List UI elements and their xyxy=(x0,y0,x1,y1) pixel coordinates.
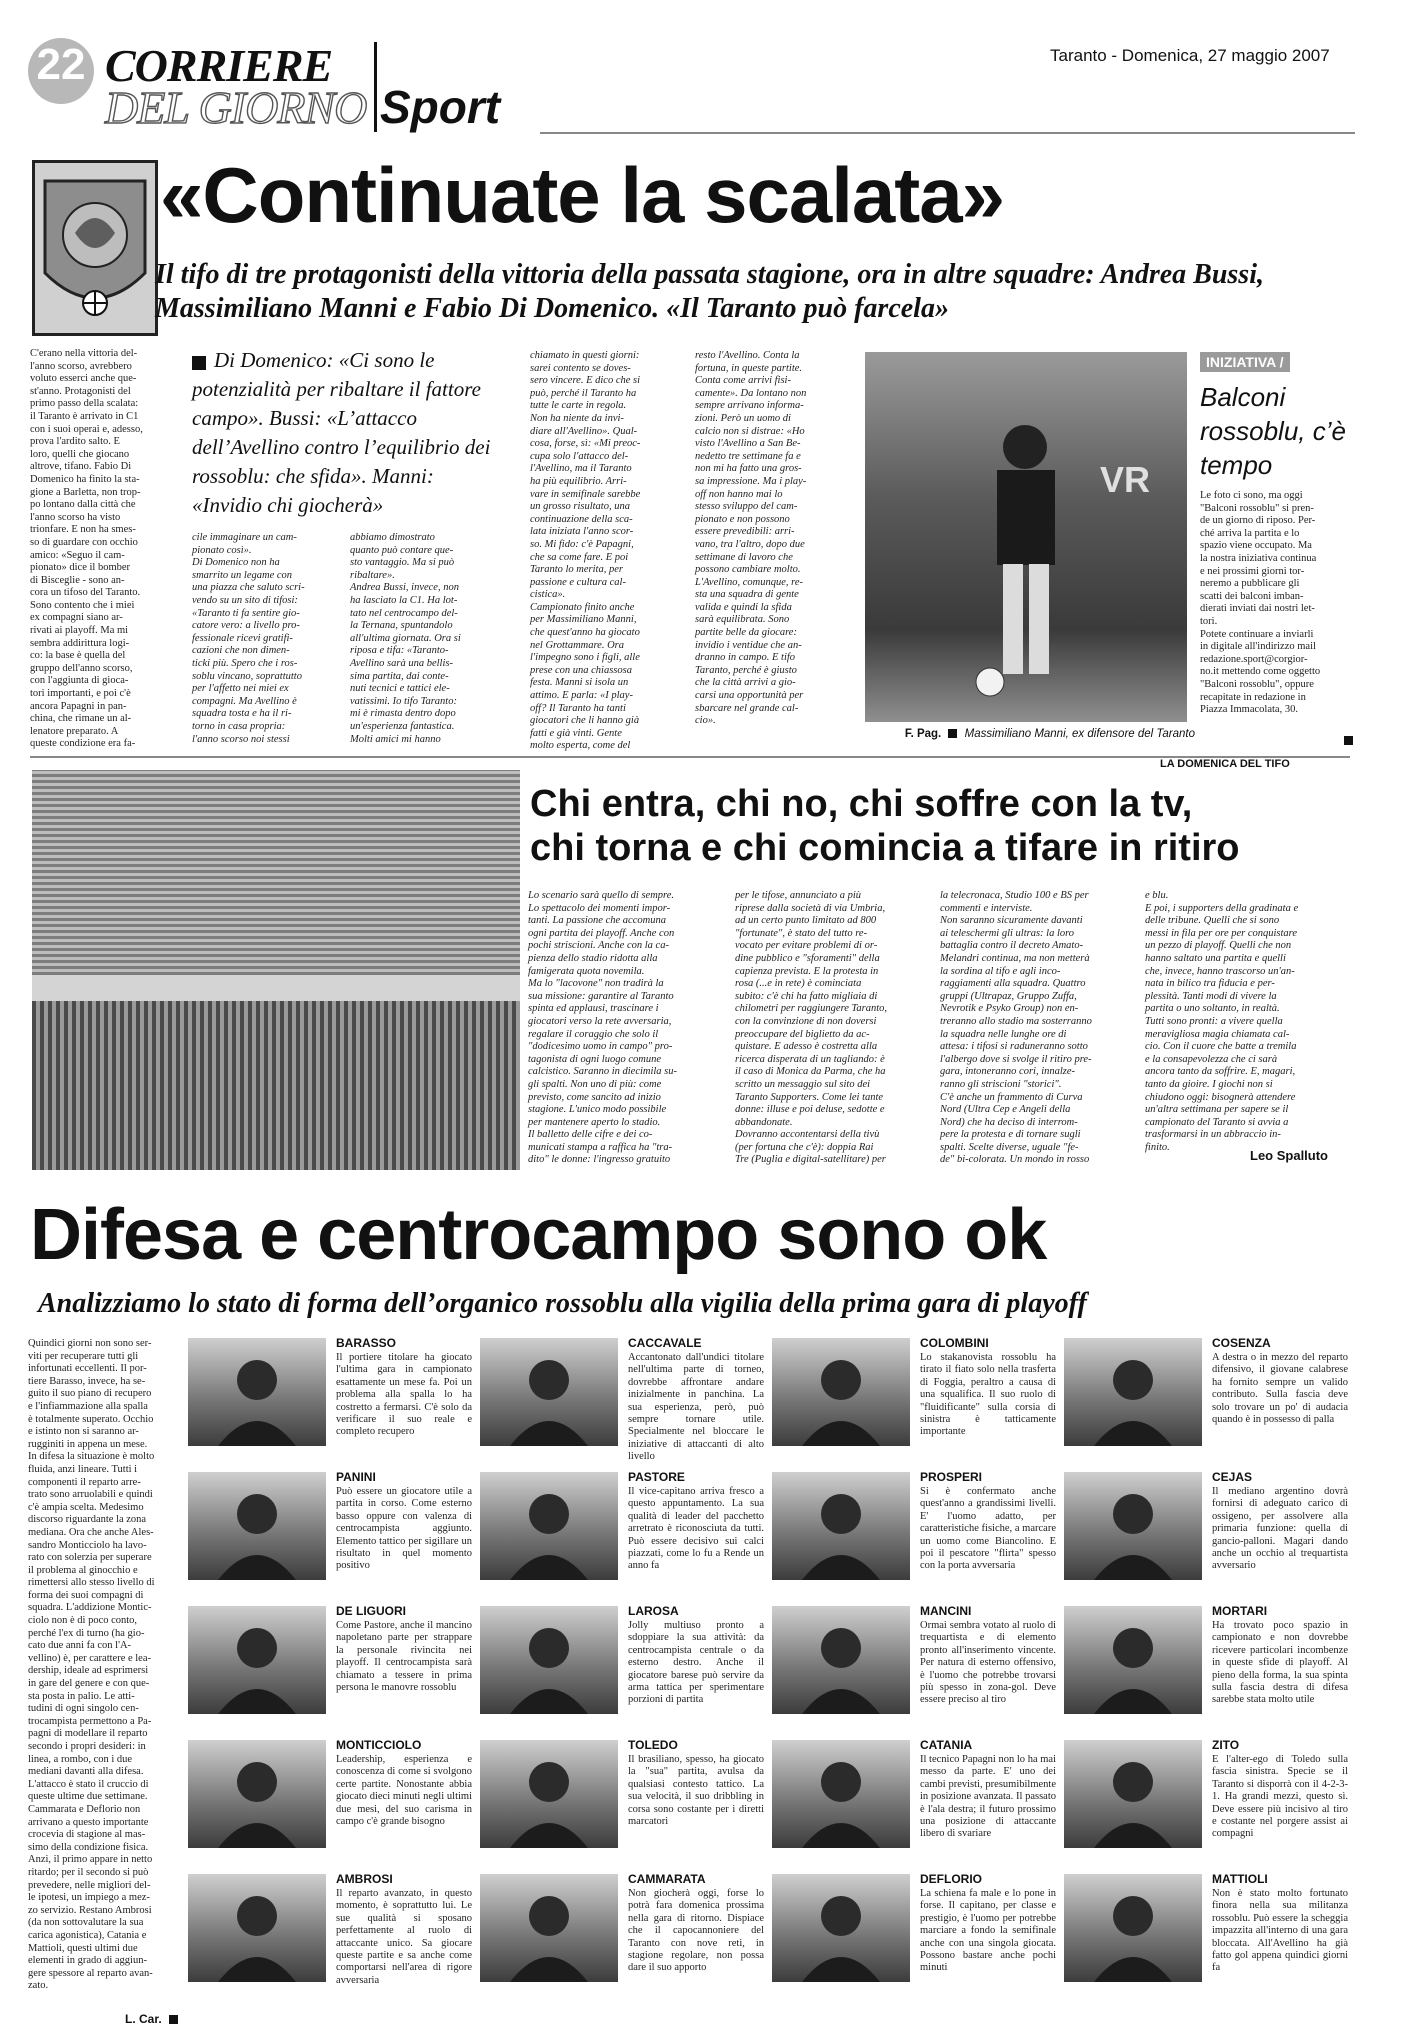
bullet-square-icon xyxy=(169,2015,178,2024)
article2-col4: e blu. E poi, i supporters della gradinata e delle tribune. Quelli che si sono messi in fila per ore per conquistare un pezzo di playoff. Quelli che non hanno saltato una partita e quelli che, invece, hanno trascorso un'an- nata in bilico tra fiducia e per- plessità. Tanti modi di vivere la partita o uno soltanto, in realtà. Tutti sono pronti: a vivere quella meravigliosa magia chiamata cal- cio. Con il cuore che batte a tremila e la consapevolezza che ci sarà ancora tanto da soffrire. E, magari, tanto da gioire. I giochi non si chiudono oggi: bisognerà attendere un'altra settimana per sapere se il campionato del Taranto si avvia a trasformarsi in un abbraccio in- finito. xyxy=(1145,890,1299,1153)
player-card xyxy=(772,1600,1056,1728)
player-photo xyxy=(772,1338,910,1446)
player-text: Il vice-capitano arriva fresco a questo appuntamento. La sua qualità di leader del pacchetto arretrato è riconosciuta da tutti. Può essere decisivo sui calci piazzati, come lo fu a Rende un anno fa xyxy=(628,1486,764,1572)
article2-headline-line1: Chi entra, chi no, chi soffre con la tv, xyxy=(530,783,1193,825)
sidebar-title: Balconi rossoblu, c’è tempo xyxy=(1200,382,1346,480)
pull-quote xyxy=(192,346,502,520)
player-photo xyxy=(188,1606,326,1714)
player-text: Il brasiliano, spesso, ha giocato la "sua" partita, avulsa da qualsiasi contesto tattico. La sua velocità, il suo dribbling in corsa sono costante per i diretti marcatori xyxy=(628,1754,764,1828)
article1-col1: C'erano nella vittoria del- l'anno scorso, avrebbero voluto esserci anche que- st'anno. Protagonisti del primo passo della scalata: il Taranto è arrivato in C1 con i suoi operai e, adesso, prova l'ardito salto. E loro, quelli che giocano altrove, tifano. Fabio Di Domenico ha finito la sta- gione a Barletta, non trop- po lontano dalla città che l'anno scorso ha visto trionfare. E non ha smes- so di guardare con occhio amico: «Seguo il cam- pionato» dice il bomber di Bisceglie - sono an- cora un tifoso del Taranto. Sono contento che i miei ex compagni siano ar- rivati ai playoff. Ma mi sembra addirittura logi- co: la base è quella del gruppo dell'anno scorso, con l'aggiunta di gioca- tori importanti, e poi c'è ancora Papagni in pan- china, che rimane un al- lenatore preparato. A queste condizione era fa- xyxy=(30,348,143,750)
player-name: LAROSA xyxy=(628,1604,679,1618)
player-text: A destra o in mezzo del reparto difensivo, il giovane calabrese ha fornito sempre un valido contributo. Sulla fascia deve solo trovare un po' di audacia quando è in possesso di palla xyxy=(1212,1352,1348,1426)
player-text: Come Pastore, anche il mancino napoletano parte per strappare la personale rivincita nei playoff. Il centrocampista sarà chiamato a tessere in prima persona le manovre rossoblu xyxy=(336,1620,472,1694)
page-number: 22 xyxy=(36,40,86,89)
player-photo xyxy=(188,1740,326,1848)
player-photo xyxy=(1064,1874,1202,1982)
player-text: Non giocherà oggi, forse lo potrà fara domenica prossima nella gara di ritorno. Dispiace che il capocannoniere del Taranto con nove reti, in stagione regolare, non possa dare il suo apporto xyxy=(628,1888,764,1974)
player-card xyxy=(772,1332,1056,1460)
article2-col3: la telecronaca, Studio 100 e BS per commenti e interviste. Non saranno sicuramente davanti ai teleschermi gli ultras: la loro battaglia contro il decreto Amato- Melandri continua, ma non metterà la sordina al tifo e agli inco- raggiamenti alla squadra. Quattro gruppi (Ultrapaz, Gruppo Zuffa, Nevrotik e Psyko Group) non en- treranno allo stadio ma sosterranno la squadra nelle lunghe ore di attesa: i tifosi si raduneranno sotto l'albergo dove si svolge il ritiro pre- gara, intoneranno cori, innalze- ranno gli striscioni "storici". C'è anche un frammento di Curva Nord (Ultra Cep e Angeli della Nord) che ha deciso di interrom- pere la protesta e di tornare sugli spalti. Scelte diverse, uguale "fe- de" bi-colorata. Un mondo in rosso xyxy=(940,890,1092,1166)
player-card xyxy=(188,1600,472,1728)
player-card xyxy=(480,1466,764,1594)
player-text: Il mediano argentino dovrà fornirsi di adeguato carico di ossigeno, per assolvere alla primaria funzione: quella di gancio-palloni. Magari dando anche un occhio al trequartista avversario xyxy=(1212,1486,1348,1572)
article2-top-rule xyxy=(30,756,1350,758)
masthead-rule xyxy=(540,132,1355,134)
player-text: Si è confermato anche quest'anno a grandissimi livelli. E' l'uomo adatto, per caratteristiche fisiche, a marcare un uomo come Biancolino. E poi il pescatore "flirta" spesso con la porta avversaria xyxy=(920,1486,1056,1572)
player-name: MONTICCIOLO xyxy=(336,1738,422,1752)
player-text: Lo stakanovista rossoblu ha tirato il fiato solo nella trasferta di Foggia, peraltro a causa di una squalifica. Il suo ruolo di "fluidificante" sulla corsia di sinistra è tatticamente importante xyxy=(920,1352,1056,1438)
sidebar-box xyxy=(1200,352,1350,732)
article2-author: Leo Spalluto xyxy=(1250,1148,1328,1163)
stadium-crowd-photo xyxy=(32,770,520,1170)
player-silhouette-icon xyxy=(865,352,1187,722)
player-name: CEJAS xyxy=(1212,1470,1253,1484)
player-name: PANINI xyxy=(336,1470,376,1484)
player-grid xyxy=(188,1332,1353,2032)
article1-col3: abbiamo dimostrato quanto può contare que- sto vantaggio. Ma si può ribaltare». Andrea Bussi, invece, non ha lasciato la C1. Ha lot- tato nel centrocampo del- la Ternana, spuntandolo all'ultima giornata. Ora si riposa e tifa: «Taranto- Avellino sarà una bellis- sima partita, dai conte- nuti tecnici e tattici ele- vatissimi. Io tifo Taranto: mi è rimasta dentro dopo un'esperienza fantastica. Molti amici mi hanno xyxy=(350,532,461,745)
svg-text:VR: VR xyxy=(1100,459,1151,500)
player-photo xyxy=(480,1740,618,1848)
article3-headline: Difesa e centrocampo sono ok xyxy=(30,1195,1047,1275)
article2-col2: per le tifose, annunciato a più riprese dalla società di via Umbria, ad un certo punto limitato ad 800 "fortunate", è stato del tutto re- vocato per evitare problemi di or- dine pubblico e "sforamenti" della capienza prevista. E la protesta in rosa (...e in rete) è cominciata subito: c'è chi ha fatto migliaia di chilometri per raggiungere Taranto, con la convinzione di non doversi preoccupare del biglietto da ac- quistare. E adesso è costretta alla ricerca disperata di un tagliando: è il caso di Monica da Parma, che ha scritto un messaggio sul sito dei Taranto Supporters. Come lei tante donne: illuse e poi deluse, sedotte e abbandonate. Dovranno accontentarsi della tivù (per fortuna che c'è): doppia Rai Tre (Puglia e digital-satellitare) per xyxy=(735,890,888,1166)
player-name: MORTARI xyxy=(1212,1604,1268,1618)
player-name: DE LIGUORI xyxy=(336,1604,407,1618)
logo-line2: DEL GIORNO xyxy=(105,82,367,133)
player-text: Non è stato molto fortunato finora nella sua militanza rossoblu. Può essere la scheggia impazzita all'interno di una gara bloccata. All'Avellino ha già fatto gol appena quindici giorni fa xyxy=(1212,1888,1348,1974)
masthead xyxy=(0,0,1405,140)
bullet-square-icon xyxy=(948,729,957,738)
player-photo xyxy=(1064,1606,1202,1714)
player-card xyxy=(480,1868,764,1996)
manni-photo xyxy=(865,352,1187,722)
player-photo xyxy=(772,1874,910,1982)
article1-col2: cile immaginare un cam- pionato così». Di Domenico non ha smarrito un legame con una piazza che saluto scri- vendo su un sito di tifosi: «Taranto ti fa sentire gio- catore vero: a livello pro- fessionale ricevi gratifi- cazioni che non dimen- ticki più. Spero che i ros- soblu vincano, soprattutto per l'affetto nei miei ex compagni. Ma Avellino è squadra tosta e ha il ri- torno in casa propria: l'anno scorso noi stessi xyxy=(192,532,305,745)
player-card xyxy=(1064,1734,1348,1862)
article1-col5: resto l'Avellino. Conta la fortuna, in queste partite. Conta come arrivi fisi- camente». Da lontano non sempre arrivano informa- zioni. Però un uomo di calcio non si distrae: «Ho visto l'Avellino a San Be- nedetto tre settimane fa e non mi ha fatto una gros- sa impressione. Ma i play- off non hanno mai lo stesso sviluppo del cam- pionato e non possono essere prevedibili: arri- vano, tra l'altro, dopo due settimane di lavoro che possono cambiare molto. L'Avellino, comunque, re- sta una squadra di gente valida e quindi la sfida sarà equilibrata. Sono partite belle da giocare: invidio i ventidue che an- dranno in campo. E tifo Taranto, perché è giusto che la città arrivi a gio- carsi una opportunità per sbarcare nel grande cal- cio». xyxy=(695,350,807,727)
player-text: Il reparto avanzato, in questo momento, è soprattutto lui. Le sue qualità si sposano perfettamente al ruolo di attaccante unico. Sa giocare queste partite e sa anche come comportarsi nell'area di rigore avversaria xyxy=(336,1888,472,1986)
player-photo xyxy=(480,1874,618,1982)
sidebar-tag: INIZIATIVA / xyxy=(1200,352,1290,372)
sidebar-body: Le foto ci sono, ma oggi "Balconi rossoblu" si pren- de un giorno di riposo. Per- ché arriva la partita e lo spazio viene occupato. Ma la nostra iniziativa continua e nei prossimi giorni tor- neremo a pubblicare gli scatti dei balconi imban- dierati inviati dai nostri let- tori. Potete continuare a inviarli in digitale all'indirizzo mail redazione.sport@corgior- no.it mettendo come oggetto "Balconi rossoblu", oppure recapitate in redazione in Piazza Immacolata, 30. xyxy=(1200,490,1321,716)
player-name: COSENZA xyxy=(1212,1336,1271,1350)
article2-kicker: LA DOMENICA DEL TIFO xyxy=(1160,758,1290,770)
player-card xyxy=(1064,1868,1348,1996)
player-card xyxy=(188,1868,472,1996)
player-photo xyxy=(1064,1472,1202,1580)
player-name: BARASSO xyxy=(336,1336,397,1350)
player-text: Ha trovato poco spazio in campionato e non dovrebbe ricevere particolari incombenze in queste sfide di playoff. Al pieno della forma, la sua spinta sulla fascia destra di difesa sarebbe stata molto utile xyxy=(1212,1620,1348,1706)
player-name: MANCINI xyxy=(920,1604,972,1618)
player-card xyxy=(188,1332,472,1460)
player-text: Può essere un giocatore utile a partita in corso. Come esterno basso oppure con valenza di centrocampista aggiunto. Elemento tattico per sigillare un risultato in quel momento positivo xyxy=(336,1486,472,1572)
player-name: MATTIOLI xyxy=(1212,1872,1268,1886)
player-text: Jolly multiuso pronto a sdoppiare la sua attività: da centrocampista centrale o da esterno destro. Anche il giocatore barese può servire da arma tattica per sperimentare porzioni di partita xyxy=(628,1620,764,1706)
photo-caption xyxy=(785,728,1195,740)
article1-headline: «Continuate la scalata» xyxy=(160,151,1004,239)
intro-author xyxy=(125,2012,178,2026)
photo-credit: F. Pag. xyxy=(904,728,942,740)
player-text: Ormai sembra votato al ruolo di trequartista e di elemento pronto all'inserimento vincente. Per natura di esterno offensivo, è l'uomo che potrebbe trovarsi più spesso in zona-gol. Deve essere preciso al tiro xyxy=(920,1620,1056,1706)
club-crest xyxy=(32,160,158,336)
player-text: Il tecnico Papagni non lo ha mai messo da parte. E' uno dei cambi previsti, presumibilmente in posizione avanzata. Il passato è l'ala destra; il futuro prossimo una posizione di attaccante libero di svariare xyxy=(920,1754,1056,1840)
player-photo xyxy=(772,1472,910,1580)
player-card xyxy=(772,1734,1056,1862)
player-card xyxy=(772,1466,1056,1594)
player-name: COLOMBINI xyxy=(920,1336,989,1350)
player-text: Leadership, esperienza e conoscenza di come si svolgono certe partite. Nonostante abbia giocato dieci minuti negli ultimi due mesi, del suo carisma in campo c'è grande bisogno xyxy=(336,1754,472,1828)
crest-icon xyxy=(35,163,155,333)
article3-intro: Quindici giorni non sono ser- viti per recuperare tutti gli infortunati eccellenti. Il por- tiere Barasso, invece, ha se- guito il suo piano di recupero e l'infiammazione alla spalla è totalmente superato. Occhio e istinto non si saranno ar- rugginiti in appena un mese. In difesa la situazione è molto fluida, anzi lineare. Tutti i componenti il reparto arre- trato sono arruolabili e quindi c'è ampia scelta. Medesimo discorso riguardante la zona mediana. Ora che anche Ales- sandro Monticciolo ha lavo- rato con solerzia per superare il problema al ginocchio e rimettersi allo stesso livello di forma dei suoi compagni di squadra. L'addizione Montic- ciolo non è di poco conto, perché l'ex di turno (ha gio- cato due anni fa con l'A- vellino) è, per carattere e lea- dership, ideale ad esprimersi in gare del genere e con que- sta posta in palio. Le atti- tudini di ogni singolo cen- trocampista permettono a Pa- pagni di modellare il reparto secondo i propri desideri: in linea, a rombo, con i due mediani davanti alla difesa. L'attacco è stato il cruccio di queste ultime due settimane. Cammarata e Deflorio non arrivano a questo importante crocevia di stagione al mas- simo della condizione fisica. Anzi, il primo appare in netto ritardo; per il secondo si può prevedere, nelle migliori del- le ipotesi, un impiego a mez- zo servizio. Restano Ambrosi (da non sottovalutare la sua carica agonistica), Catania e Mattioli, questi ultimi due elementi in grado di aggiun- gere spessore al reparto avan- zato. xyxy=(28,1338,155,1992)
player-photo xyxy=(480,1606,618,1714)
player-name: PASTORE xyxy=(628,1470,685,1484)
player-name: CACCAVALE xyxy=(628,1336,702,1350)
dateline: Taranto - Domenica, 27 maggio 2007 xyxy=(1050,46,1330,65)
player-photo xyxy=(188,1338,326,1446)
player-name: PROSPERI xyxy=(920,1470,983,1484)
player-name: TOLEDO xyxy=(628,1738,678,1752)
player-photo xyxy=(1064,1338,1202,1446)
player-text: Accantonato dall'undici titolare nell'ultima parte di torneo, dovrebbe affrontare andare inizialmente in panchina. La sua esperienza, però, può sempre tornare utile. Specialmente nel bloccare le iniziative di attaccanti di alto livello xyxy=(628,1352,764,1463)
player-card xyxy=(1064,1466,1348,1594)
crowd-lower xyxy=(32,1001,520,1170)
player-photo xyxy=(772,1606,910,1714)
player-text: La schiena fa male e lo pone in forse. Il capitano, per classe e prestigio, è l'uomo per potrebbe marciare a fondo la semifinale anche con una singola giocata. Possono bastare anche pochi minuti xyxy=(920,1888,1056,1974)
player-photo xyxy=(480,1472,618,1580)
section-label: Sport xyxy=(380,81,501,133)
bullet-square-icon xyxy=(192,356,206,370)
player-card xyxy=(1064,1600,1348,1728)
article2-headline-line2: chi torna e chi comincia a tifare in ritiro xyxy=(530,827,1240,869)
player-card xyxy=(772,1868,1056,1996)
article2-col1: Lo scenario sarà quello di sempre. Lo spettacolo dei momenti impor- tanti. La passione che accomuna ogni partita dei playoff. Anche con pochi striscioni. Anche con la ca- pienza dello stadio ridotta alla famigerata quota novemila. Ma lo "lacovone" non tradirà la sua missione: garantire al Taranto spinta ed applausi, trascinare i giocatori verso la rete avversaria, regalare il coraggio che solo il "dodicesimo uomo in campo" pro- tagonista di ogni luogo comune calcistico. Saranno in diecimila su- gli spalti. Non uno di più: come previsto, come sancito ad inizio stagione. L'unico modo possibile per mantenere aperto lo stadio. Il balletto delle cifre e dei co- municati stampa a raffica ha "tra- dito" le donne: l'ingresso gratuito xyxy=(528,890,678,1166)
masthead-divider xyxy=(374,42,377,132)
intro-author-name: L. Car. xyxy=(125,2012,162,2026)
article1-subtitle: Il tifo di tre protagonisti della vittoria della passata stagione, ora in altre squadre: Andrea Bussi, Massimiliano Manni e Fabio Di Domenico. «Il Taranto può farcela» xyxy=(155,259,1264,324)
player-card xyxy=(188,1466,472,1594)
player-photo xyxy=(188,1874,326,1982)
photo-caption-text: Massimiliano Manni, ex difensore del Taranto xyxy=(964,728,1195,740)
player-name: CATANIA xyxy=(920,1738,973,1752)
player-name: ZITO xyxy=(1212,1738,1240,1752)
newspaper-logo xyxy=(105,40,367,133)
player-card xyxy=(188,1734,472,1862)
player-text: Il portiere titolare ha giocato l'ultima gara in campionato esattamente un mese fa. Poi un problema alla spalla lo ha costretto a fermarsi. C'è solo da verificare il suo reale e completo recupero xyxy=(336,1352,472,1438)
player-card xyxy=(480,1734,764,1862)
player-name: AMBROSI xyxy=(336,1872,393,1886)
article1-col4: chiamato in questi giorni: sarei contento se doves- sero vincere. E dico che si può, perché il Taranto ha tutte le carte in regola. Non ha niente da invi- diare all'Avellino». Qual- cosa, forse, sì: «Mi preoc- cupa solo l'attacco del- l'Avellino, ma il Taranto ha più equilibrio. Arri- vare in semifinale sarebbe un grosso risultato, una continuazione della sca- lata iniziata l'anno scor- so. Mi fido: c'è Papagni, che sa come fare. E poi Taranto lo merita, per passione e cultura cal- cistica». Campionato finito anche per Massimiliano Manni, che quest'anno ha giocato nel Grottammare. Ora l'impegno sono i figli, alle prese con una chiassosa festa. Manni si isola un attimo. E parla: «I play- off? Il Taranto ha tanti giocatori che li hanno già fatti e già vinti. Gente molto esperta, come del xyxy=(530,350,641,752)
player-card xyxy=(480,1600,764,1728)
article3-subtitle: Analizziamo lo stato di forma dell’organico rossoblu alla vigilia della prima gara di playoff xyxy=(38,1288,1087,1319)
stadium-field xyxy=(32,975,520,1001)
player-name: DEFLORIO xyxy=(920,1872,982,1886)
player-name: CAMMARATA xyxy=(628,1872,706,1886)
player-text: E l'alter-ego di Toledo sulla fascia sinistra. Specie se il Taranto si disporrà con il 4-2-3-1. Ha grandi mezzi, questo sì. Deve essere più incisivo al tiro e costante nel porgere assist ai compagni xyxy=(1212,1754,1348,1840)
player-card xyxy=(480,1332,764,1463)
article2-headline xyxy=(530,782,1350,870)
player-photo xyxy=(772,1740,910,1848)
pull-quote-text: Di Domenico: «Ci sono le potenzialità per ribaltare il fattore campo». Bussi: «L’attacco dell’Avellino contro l’equilibrio dei rossoblu: che sfida». Manni: «Invidio chi giocherà» xyxy=(192,348,491,517)
player-photo xyxy=(188,1472,326,1580)
logo-line1: CORRIERE xyxy=(105,40,333,91)
player-photo xyxy=(1064,1740,1202,1848)
sidebar-end-square xyxy=(1344,736,1353,745)
player-photo xyxy=(480,1338,618,1446)
player-card xyxy=(1064,1332,1348,1460)
